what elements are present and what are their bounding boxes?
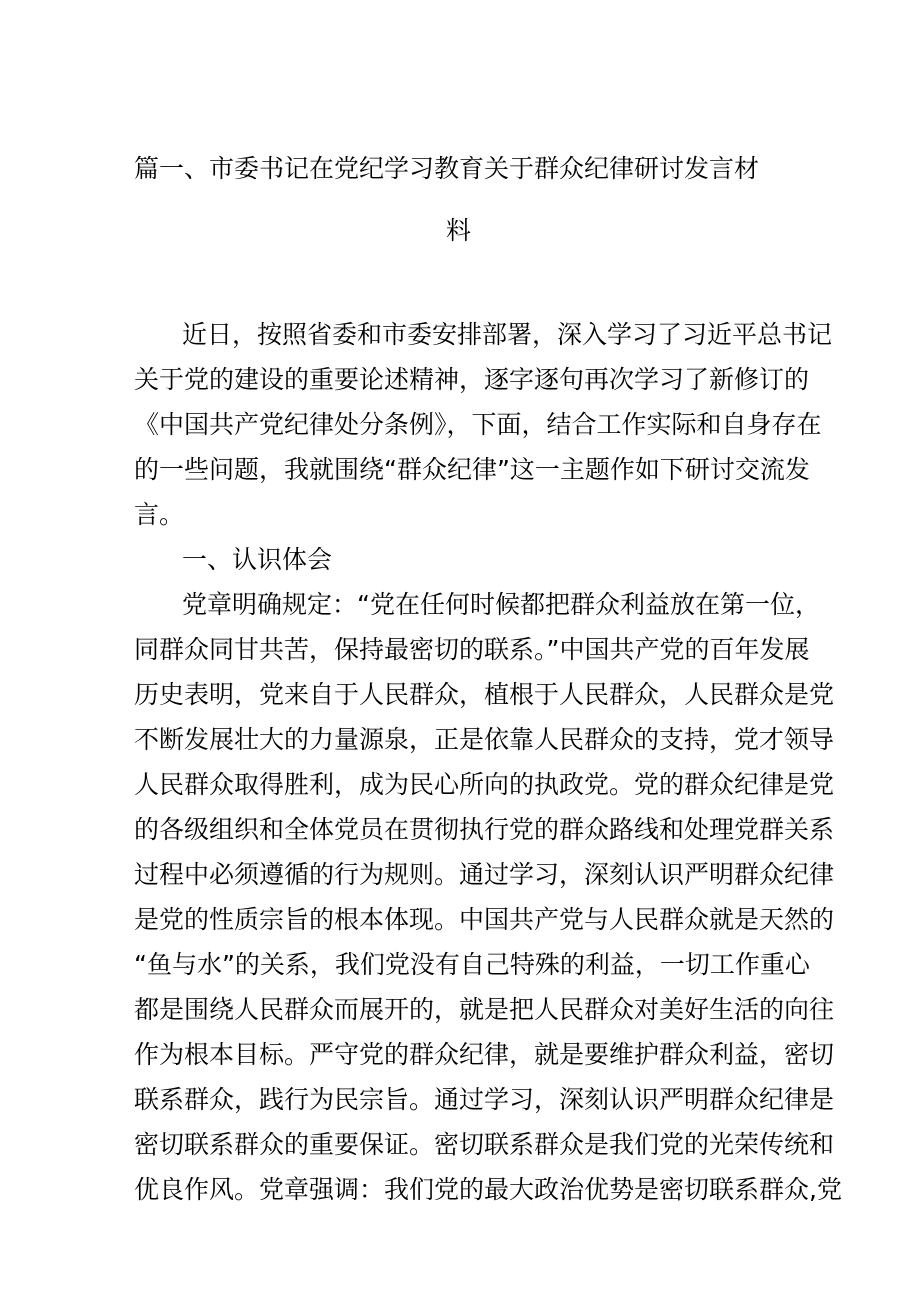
title-line-2: 料 [446, 216, 472, 245]
paragraph-line: 人民群众取得胜利，成为民心所向的执政党。党的群众纪律是党 [134, 770, 835, 799]
paragraph-line: 关于党的建设的重要论述精神，逐字逐句再次学习了新修订的 [134, 365, 810, 394]
paragraph-line: “鱼与水”的关系，我们党没有自己特殊的利益，一切工作重心 [134, 950, 810, 979]
paragraph-line: 都是围绕人民群众而展开的，就是把人民群众对美好生活的向往 [134, 995, 835, 1024]
paragraph-line: 优良作风。党章强调：我们党的最大政治优势是密切联系群众,党 [134, 1175, 842, 1204]
paragraph-line: 历史表明，党来自于人民群众，植根于人民群众，人民群众是党 [134, 680, 835, 709]
paragraph-line: 言。 [134, 500, 185, 529]
paragraph-line: 不断发展壮大的力量源泉，正是依靠人民群众的支持，党才领导 [134, 725, 835, 754]
paragraph-line: 联系群众，践行为民宗旨。通过学习，深刻认识严明群众纪律是 [134, 1085, 835, 1114]
title-line-1: 篇一、市委书记在党纪学习教育关于群众纪律研讨发言材 [134, 154, 760, 183]
document-body [134, 312, 842, 1212]
paragraph-line: 是党的性质宗旨的根本体现。中国共产党与人民群众就是天然的 [134, 905, 835, 934]
paragraph-line: 同群众同甘共苦，保持最密切的联系。”中国共产党的百年发展 [134, 635, 810, 664]
paragraph-line: 近日，按照省委和市委安排部署，深入学习了习近平总书记 [182, 320, 833, 349]
paragraph-line: 密切联系群众的重要保证。密切联系群众是我们党的光荣传统和 [134, 1130, 835, 1159]
document-title [134, 152, 784, 186]
paragraph-line: 《中国共产党纪律处分条例》，下面，结合工作实际和自身存在 [134, 410, 822, 439]
paragraph-line: 过程中必须遵循的行为规则。通过学习，深刻认识严明群众纪律 [134, 860, 835, 889]
paragraph-line: 的各级组织和全体党员在贯彻执行党的群众路线和处理党群关系 [134, 815, 835, 844]
paragraph-line: 的一些问题，我就围绕“群众纪律”这一主题作如下研讨交流发 [134, 455, 810, 484]
section-heading: 一、认识体会 [182, 545, 333, 574]
paragraph-line: 作为根本目标。严守党的群众纪律，就是要维护群众利益，密切 [134, 1040, 835, 1069]
paragraph-line: 党章明确规定：“党在任何时候都把群众利益放在第一位， [182, 590, 820, 619]
